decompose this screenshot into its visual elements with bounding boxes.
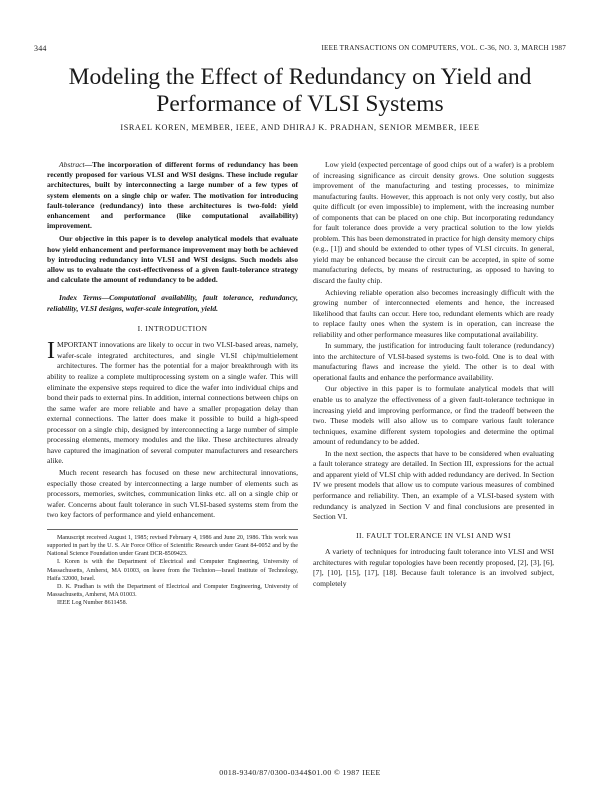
body-paragraph-reliability: Achieving reliable operation also becomes increasingly difficult with the growing number of interconnected elements and hence, the increased likelihood that faults can occur. Here too, redundant elements which are ready to replace faulty ones when the system is in operation, can increase the reliability and other performance measures like computational availability. [313,287,554,339]
paper-authors: ISRAEL KOREN, MEMBER, IEEE, AND DHIRAJ K. PRADHAN, SENIOR MEMBER, IEEE [120,123,480,132]
footnotes [47,529,298,608]
abstract [47,160,298,231]
intro-paragraph-1 [47,340,298,467]
intro-p1-text: MPORTANT innovations are likely to occur in two VLSI-based areas, namely, wafer-scale integrated architectures, and single VLSI chip/multielement architectures. The former has the potential for a major breakthrough with its ability to realize a complete multiprocessing system on a single wafer. This will eliminate the expensive steps required to dice the wafer into individual chips and bond their pads to external pins. In addition, internal connections between chips on the same wafer are more reliable and have a smaller propagation delay than external connections. The latter does make it possible to build a high-speed processor on a single chip, designed by interconnecting a large number of simple processing elements, memory modules and the like. These architectures already have captured the imagination of several computer manufacturers and researchers alike. [47,340,298,466]
abstract-p2: Our objective in this paper is to develop analytical models that evaluate how yield enhancement and performance improvement may both be achieved by introducing redundancy into VLSI and WSI designs. Such models also allow us to evaluate the cost-effectiveness of a given fault-tolerance strategy and calculate the amount of redundancy to be added. [47,234,298,285]
right-column [313,160,554,590]
copyright-footer: 0018-9340/87/0300-0344$01.00 © 1987 IEEE [219,768,381,777]
footnote-pradhan: D. K. Pradhan is with the Department of Electrical and Computer Engineering, University of Massachusetts, Amherst, MA 01003. [47,583,298,599]
body-paragraph-objective: Our objective in this paper is to formulate analytical models that will enable us to analyze the effectiveness of a given fault-tolerance technique in increasing yield and improving performance, or find the tradeoff between the two. These models will also allow us to compare various fault tolerance techniques, examine different system topologies and determine the optimal amount of redundancy to be added. [313,384,554,447]
drop-cap: I [47,338,55,365]
page-number: 344 [34,44,47,53]
footnote-manuscript: Manuscript received August 1, 1985; revised February 4, 1986 and June 20, 1986. This work was supported in part by the U. S. Air Force Office of Scientific Research under Grant 84-0052 and by the National Science Foundation under Grant DCR-8509423. [47,534,298,558]
index-terms: Index Terms—Computational availability, fault tolerance, redundancy, reliability, VLSI designs, wafer-scale integration, yield. [47,293,298,313]
section-heading-introduction: I. INTRODUCTION [137,323,208,333]
left-column [47,160,298,608]
abstract-p1: —The incorporation of different forms of redundancy has been recently proposed for various VLSI and WSI designs. These include regular architectures, built by interconnecting a large number of a few types of system elements on a single chip or wafer. The motivation for introducing fault-tolerance (redundancy) into these architectures is two-fold: yield enhancement and performance (like computational availability) improvement. [47,160,298,231]
paper-title: Modeling the Effect of Redundancy on Yield and Performance of VLSI Systems [68,64,532,117]
footnote-koren: I. Koren is with the Department of Electrical and Computer Engineering, University of Massachusetts, Amherst, MA 01003, on leave from the Technion—Israel Institute of Technology, Haifa 32000, Israel. [47,559,298,582]
running-header [34,44,566,58]
body-paragraph-outline: In the next section, the aspects that have to be considered when evaluating a fault tolerance strategy are detailed. In Section III, expressions for the actual and apparent yield of VLSI chip with added redundancy are derived. In Section IV we present models that allow us to compute various measures of combined performance and reliability. Then, an example of a VLSI-based system with redundancy is analyzed in Section V and final conclusions are presented in Section VI. [313,448,554,522]
journal-name: IEEE TRANSACTIONS ON COMPUTERS, VOL. C-36, NO. 3, MARCH 1987 [321,44,566,52]
footnote-log-number: IEEE Log Number 8611458. [57,600,128,607]
abstract-lead: Abstract [59,160,85,169]
body-paragraph-techniques: A variety of techniques for introducing fault tolerance into VLSI and WSI architectures with regular topologies have been recently proposed, [2], [3], [6], [7], [10], [15], [17], [18]. Because fault tolerance is an involved subject, completely [313,547,554,588]
section-heading-fault-tolerance: II. FAULT TOLERANCE IN VLSI AND WSI [356,530,511,540]
body-paragraph-yield: Low yield (expected percentage of good chips out of a wafer) is a problem of increasing significance as circuit density grows. One solution suggests improvement of the manufacturing and testing processes, to minimize manufacturing faults. However, this approach is not only very costly, but also quite difficult (or even impossible) to implement, with the increasing number of components that can be placed on one chip. But incorporating redundancy for fault tolerance does provide a very practical solution to the low yields problem. This has been demonstrated in practice for high density memory chips (e.g., [1]) and should be extended to other types of VLSI circuits. In general, yield may be enhanced because the circuit can be accepted, in spite of some manufacturing defects, by means of restructuring, as opposed to having to discard the faulty chip. [313,160,554,286]
intro-paragraph-2: Much recent research has focused on these new architectural innovations, especially those created by interconnecting a large number of elements such as processors, memories, switches, communication links etc. all on a single chip or wafer. Concerns about fault tolerance in such VLSI-based systems stem from the two key factors of performance and yield enhancement. [47,467,298,520]
body-paragraph-summary: In summary, the justification for introducing fault tolerance (redundancy) into the architecture of VLSI-based systems is two-fold. One is to deal with manufacturing flaws and increase the yield. The other is to deal with operational faults and enhance the performance availability. [313,341,554,382]
